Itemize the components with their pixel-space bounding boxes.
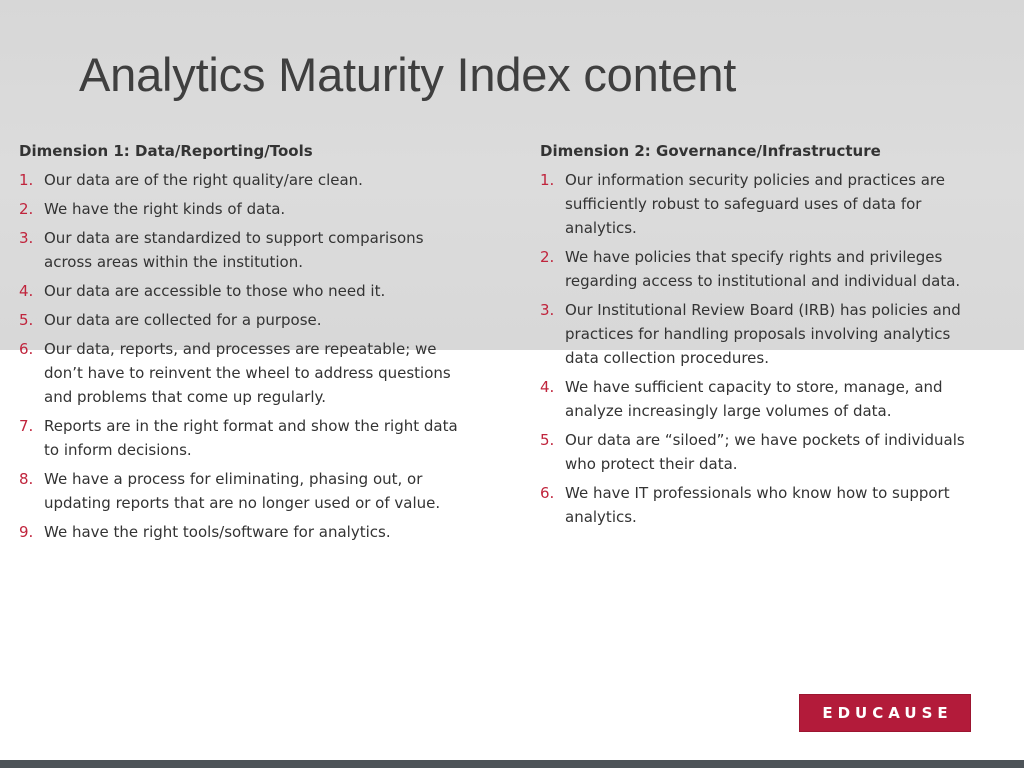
list-item-text: Our data are “siloed”; we have pockets of individuals who protect their data. — [565, 431, 965, 473]
list-item-text: Our data are collected for a purpose. — [44, 311, 322, 329]
dimension-1-column — [19, 139, 459, 549]
list-item-text: We have a process for eliminating, phasing out, or updating reports that are no longer used or of value. — [44, 470, 441, 512]
list-item-number: 3. — [540, 301, 555, 319]
list-item-number: 4. — [540, 378, 555, 396]
dimension-1-heading: Dimension 1: Data/Reporting/Tools — [19, 142, 313, 160]
list-item-number: 5. — [19, 311, 34, 329]
bottom-bar — [0, 760, 1024, 768]
list-item — [19, 467, 459, 515]
list-item-text: Our data are standardized to support comparisons across areas within the institution. — [44, 229, 424, 271]
list-item-text: We have the right tools/software for analytics. — [44, 523, 391, 541]
list-item-number: 3. — [19, 229, 34, 247]
list-item-number: 1. — [19, 171, 34, 189]
list-item-text: We have the right kinds of data. — [44, 200, 286, 218]
list-item — [540, 298, 980, 370]
list-item-text: Our data are of the right quality/are clean. — [44, 171, 363, 189]
list-item-number: 1. — [540, 171, 555, 189]
dimension-2-list — [540, 168, 980, 529]
list-item-number: 6. — [19, 340, 34, 358]
list-item — [540, 428, 980, 476]
dimension-1-list — [19, 168, 459, 544]
logo-text: EDUCAUSE — [822, 704, 953, 722]
list-item — [19, 168, 459, 192]
list-item — [19, 197, 459, 221]
list-item-text: Reports are in the right format and show the right data to inform decisions. — [44, 417, 458, 459]
list-item-number: 6. — [540, 484, 555, 502]
list-item-number: 2. — [540, 248, 555, 266]
list-item — [540, 245, 980, 293]
list-item-text: Our Institutional Review Board (IRB) has policies and practices for handling proposals involving analytics data collection procedures. — [565, 301, 961, 367]
list-item-number: 5. — [540, 431, 555, 449]
list-item-text: We have IT professionals who know how to support analytics. — [565, 484, 950, 526]
list-item — [540, 481, 980, 529]
list-item — [19, 279, 459, 303]
list-item — [540, 375, 980, 423]
list-item-text: Our data, reports, and processes are repeatable; we don’t have to reinvent the wheel to address questions and problems that come up regularly. — [44, 340, 451, 406]
list-item — [19, 520, 459, 544]
dimension-2-heading: Dimension 2: Governance/Infrastructure — [540, 142, 881, 160]
list-item-number: 4. — [19, 282, 34, 300]
list-item-number: 8. — [19, 470, 34, 488]
list-item — [540, 168, 980, 240]
list-item — [19, 308, 459, 332]
list-item-number: 9. — [19, 523, 34, 541]
list-item-text: Our data are accessible to those who need it. — [44, 282, 386, 300]
dimension-2-column — [540, 139, 980, 534]
list-item — [19, 337, 459, 409]
list-item-text: We have sufficient capacity to store, manage, and analyze increasingly large volumes of data. — [565, 378, 943, 420]
educause-logo — [799, 694, 971, 732]
list-item-number: 7. — [19, 417, 34, 435]
list-item — [19, 226, 459, 274]
list-item-text: We have policies that specify rights and privileges regarding access to institutional and individual data. — [565, 248, 961, 290]
list-item-text: Our information security policies and practices are sufficiently robust to safeguard uses of data for analytics. — [565, 171, 945, 237]
slide-title: Analytics Maturity Index content — [79, 48, 737, 101]
list-item — [19, 414, 459, 462]
list-item-number: 2. — [19, 200, 34, 218]
